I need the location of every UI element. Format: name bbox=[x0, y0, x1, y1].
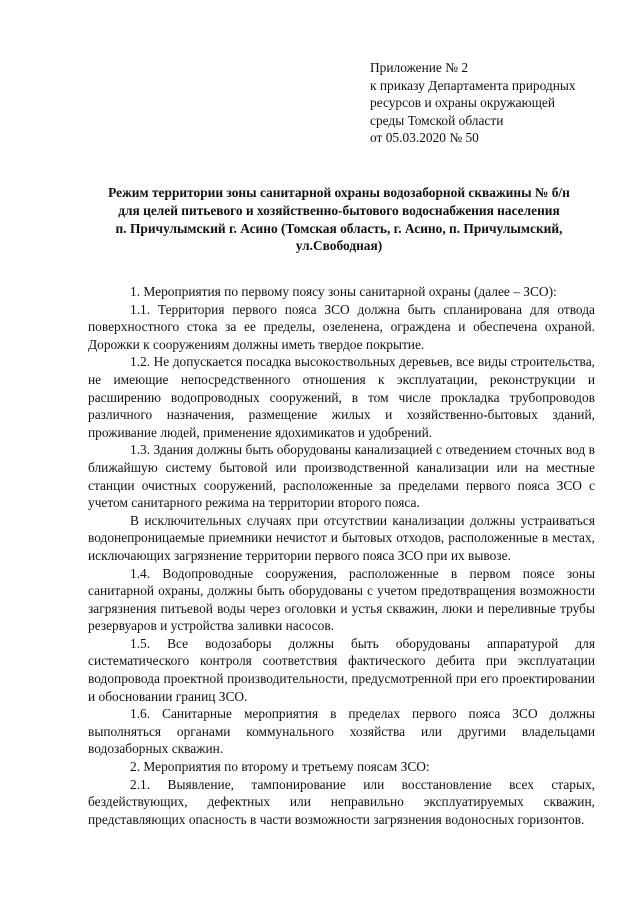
paragraph-1-2: 1.2. Не допускается посадка высокоствольных деревьев, все виды строительства, не имеющие непосредственного отношения к эксплуатации, реконструкции и расширению водопроводных сооружений, в том числе прокладка трубопроводов различного назначения, размещение жилых и хозяйственно-бытовых зданий, проживание людей, применение ядохимикатов и удобрений. bbox=[88, 354, 595, 440]
title-line: ул.Свободная) bbox=[295, 238, 383, 254]
paragraph-1-1: 1.1. Территория первого пояса ЗСО должна быть спланирована для отвода поверхностного стока за ее пределы, озеленена, ограждена и обеспечена охраной. Дорожки к сооружениям должны иметь твердое покрытие. bbox=[88, 301, 595, 352]
appendix-line: среды Томской области bbox=[370, 112, 504, 128]
document-body bbox=[88, 283, 595, 828]
appendix-line: к приказу Департамента природных bbox=[370, 77, 576, 93]
title-line: Режим территории зоны санитарной охраны водозаборной скважины № б/н bbox=[108, 185, 570, 200]
paragraph-1-6: 1.6. Санитарные мероприятия в пределах первого пояса ЗСО должны выполняться органами коммунального хозяйства или другими владельцами водозаборных скважин. bbox=[88, 706, 595, 757]
paragraph-1-5: 1.5. Все водозаборы должны быть оборудованы аппаратурой для систематического контроля соответствия фактического дебита при эксплуатации водопровода проектной производительности, предусмотренной при его проектировании и обосновании границ ЗСО. bbox=[88, 635, 595, 704]
appendix-line: Приложение № 2 bbox=[370, 60, 469, 75]
appendix-block bbox=[370, 59, 610, 147]
title-line: для целей питьевого и хозяйственно-бытового водоснабжения населения bbox=[118, 202, 560, 218]
appendix-line: от 05.03.2020 № 50 bbox=[370, 130, 479, 146]
paragraph-section-2: 2. Мероприятия по второму и третьему поясам ЗСО: bbox=[130, 759, 430, 775]
paragraph-2-1: 2.1. Выявление, тампонирование или восстановление всех старых, бездействующих, дефектных или неправильно эксплуатируемых скважин, представляющих опасность в части возможности загрязнения водоносных горизонтов. bbox=[88, 776, 595, 827]
document-title bbox=[88, 184, 590, 255]
paragraph-1-3-exception: В исключительных случаях при отсутствии канализации должны устраиваться водонепроницаемые приемники нечистот и бытовых отходов, расположенные в местах, исключающих загрязнение территории первого пояса ЗСО при их вывозе. bbox=[88, 512, 595, 563]
paragraph-1-3: 1.3. Здания должны быть оборудованы канализацией с отведением сточных вод в ближайшую систему бытовой или производственной канализации или на местные станции очистных сооружений, расположенные за пределами первого пояса ЗСО с учетом санитарного режима на территории второго пояса. bbox=[88, 442, 595, 511]
paragraph-section-1: 1. Мероприятия по первому поясу зоны санитарной охраны (далее – ЗСО): bbox=[130, 284, 557, 299]
title-line: п. Причулымский г. Асино (Томская область, г. Асино, п. Причулымский, bbox=[115, 220, 563, 236]
paragraph-1-4: 1.4. Водопроводные сооружения, расположенные в первом поясе зоны санитарной охраны, должны быть оборудованы с учетом предотвращения возможности загрязнения питьевой воды через оголовки и устья скважин, люки и переливные трубы резервуаров и устройства заливки насосов. bbox=[88, 565, 595, 634]
appendix-line: ресурсов и охраны окружающей bbox=[370, 95, 556, 111]
